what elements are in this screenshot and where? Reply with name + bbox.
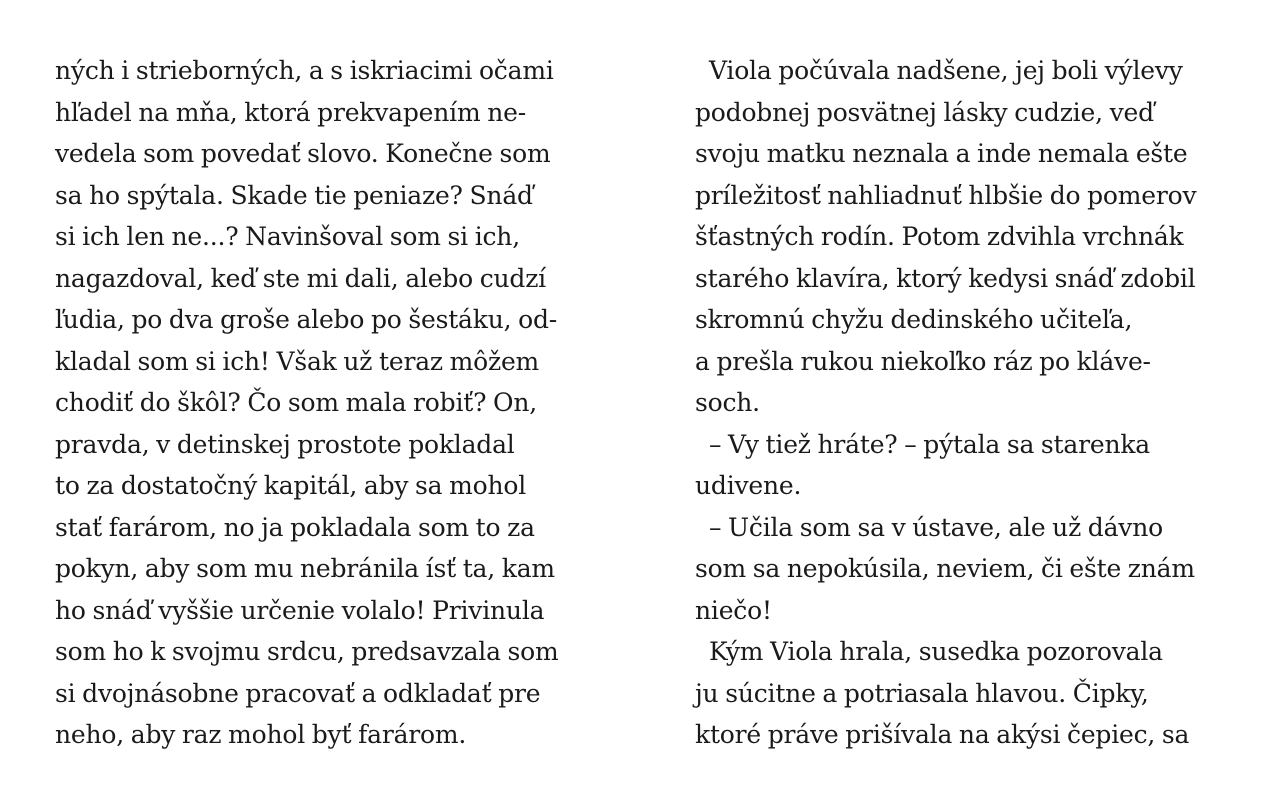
paragraph-start-line: Viola počúvala nadšene, jej boli výlevy xyxy=(709,56,1183,85)
text-line: šťastných rodín. Potom zdvihla vrchnák xyxy=(695,222,1184,251)
text-line: starého klavíra, ktorý kedysi snáď zdobil xyxy=(695,263,1196,293)
text-line: ho snáď vyššie určenie volalo! Privinula xyxy=(55,595,545,625)
text-line: soch. xyxy=(695,388,760,417)
text-line: stať farárom, no ja pokladala som to za xyxy=(55,512,535,542)
text-line: neho, aby raz mohol byť farárom. xyxy=(55,720,467,749)
text-line: hľadel na mňa, ktorá prekvapením ne- xyxy=(55,97,526,127)
text-line: si ich len ne...? Navinšoval som si ich, xyxy=(55,222,520,251)
text-line: nagazdoval, keď ste mi dali, alebo cudzí xyxy=(55,263,546,293)
text-line: ju súcitne a potriasala hlavou. Čipky, xyxy=(695,678,1149,708)
text-line: skromnú chyžu dedinského učiteľa, xyxy=(695,305,1133,334)
left-page xyxy=(55,50,595,770)
text-line: svoju matku neznala a inde nemala ešte xyxy=(695,139,1188,168)
text-line: si dvojnásobne pracovať a odkladať pre xyxy=(55,678,541,708)
dialogue-line: – Učila som sa v ústave, ale už dávno xyxy=(709,512,1163,542)
text-line: niečo! xyxy=(695,595,772,625)
text-line: ktoré práve prišívala na akýsi čepiec, sa xyxy=(695,720,1190,749)
text-line: príležitosť nahliadnuť hlbšie do pomerov xyxy=(695,180,1197,210)
text-line: som sa nepokúsila, neviem, či ešte znám xyxy=(695,554,1195,583)
text-line: som ho k svojmu srdcu, predsavzala som xyxy=(55,637,559,666)
text-line: sa ho spýtala. Skade tie peniaze? Snáď xyxy=(55,180,533,210)
text-line: chodiť do škôl? Čo som mala robiť? On, xyxy=(55,388,537,417)
text-line: pravda, v detinskej prostote pokladal xyxy=(55,429,515,459)
text-line: podobnej posvätnej lásky cudzie, veď xyxy=(695,97,1154,127)
text-line: a prešla rukou niekoľko ráz po kláve- xyxy=(695,346,1151,376)
text-line: vedela som povedať slovo. Konečne som xyxy=(55,139,551,168)
dialogue-line: – Vy tiež hráte? – pýtala sa starenka xyxy=(709,429,1150,459)
text-line: ných i strieborných, a s iskriacimi očami xyxy=(55,56,554,85)
paragraph-start-line: Kým Viola hrala, susedka pozorovala xyxy=(709,637,1163,666)
text-line: kladal som si ich! Však už teraz môžem xyxy=(55,346,540,376)
text-line: pokyn, aby som mu nebránila ísť ta, kam xyxy=(55,554,555,583)
right-page xyxy=(695,50,1235,770)
text-line: ľudia, po dva groše alebo po šestáku, od- xyxy=(55,305,557,334)
text-line: to za dostatočný kapitál, aby sa mohol xyxy=(55,471,527,500)
text-line: udivene. xyxy=(695,471,802,500)
